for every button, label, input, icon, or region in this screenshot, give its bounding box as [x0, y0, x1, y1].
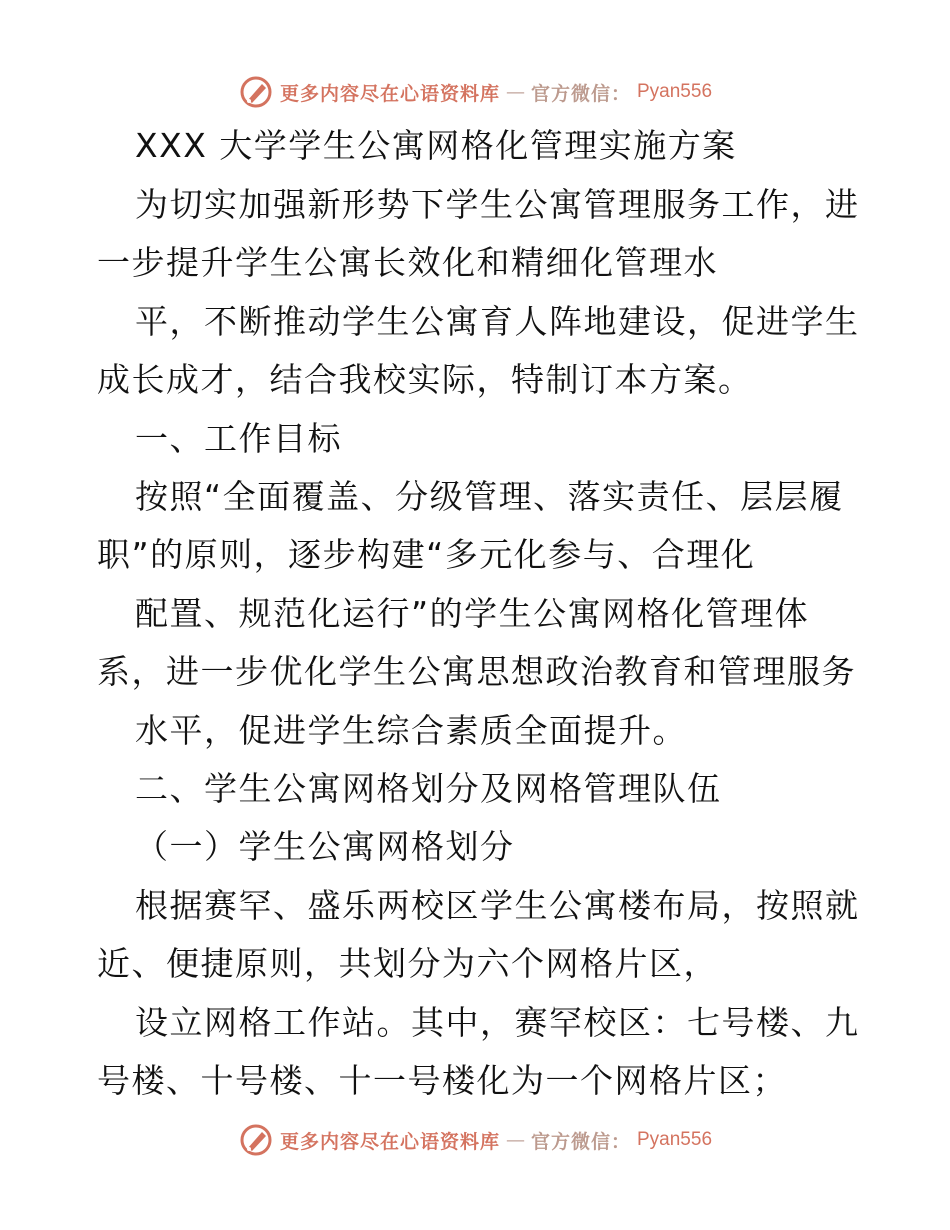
banner-wechat-label: 官方微信：	[530, 82, 631, 105]
banner-site-name: 更多内容尽在心语资料库	[279, 82, 500, 105]
section-heading: 二、学生公寓网格划分及网格管理队伍	[135, 769, 722, 808]
paragraph-line: 一步提升学生公寓长效化和精细化管理水	[97, 243, 718, 282]
banner-site-name: 更多内容尽在心语资料库	[279, 1130, 500, 1153]
paragraph-line: 为切实加强新形势下学生公寓管理服务工作，进	[135, 185, 860, 224]
paragraph-line: 配置、规范化运行”的学生公寓网格化管理体	[135, 594, 810, 633]
paragraph-line: 水平，促进学生综合素质全面提升。	[135, 711, 687, 750]
banner-wechat-id: Pyan556	[637, 81, 713, 102]
document-title: XXX 大学学生公寓网格化管理实施方案	[135, 126, 737, 165]
banner-wechat-label: 官方微信：	[530, 1130, 631, 1153]
paragraph-line: 根据赛罕、盛乐两校区学生公寓楼布局，按照就	[135, 886, 860, 925]
paragraph-line: 号楼、十号楼、十一号楼化为一个网格片区；	[97, 1061, 787, 1100]
pen-logo-icon	[238, 1122, 274, 1158]
header-watermark-banner	[0, 70, 950, 114]
paragraph-line: 设立网格工作站。其中，赛罕校区：七号楼、九	[135, 1003, 860, 1042]
paragraph-line: 职”的原则，逐步构建“多元化参与、合理化	[97, 535, 756, 574]
section-heading: 一、工作目标	[135, 419, 342, 458]
paragraph-line: 成长成才，结合我校实际，特制订本方案。	[97, 360, 753, 399]
paragraph-line: 系，进一步优化学生公寓思想政治教育和管理服务	[97, 652, 856, 691]
banner-separator: —	[505, 1129, 525, 1151]
paragraph-line: 近、便捷原则，共划分为六个网格片区，	[97, 944, 718, 983]
banner-wechat-id: Pyan556	[637, 1129, 713, 1150]
banner-separator: —	[505, 81, 525, 103]
footer-watermark-banner	[0, 1118, 950, 1162]
subsection-heading: （一）学生公寓网格划分	[135, 827, 515, 866]
paragraph-line: 平，不断推动学生公寓育人阵地建设，促进学生	[135, 302, 860, 341]
pen-logo-icon	[238, 74, 274, 110]
paragraph-line: 按照“全面覆盖、分级管理、落实责任、层层履	[135, 477, 844, 516]
